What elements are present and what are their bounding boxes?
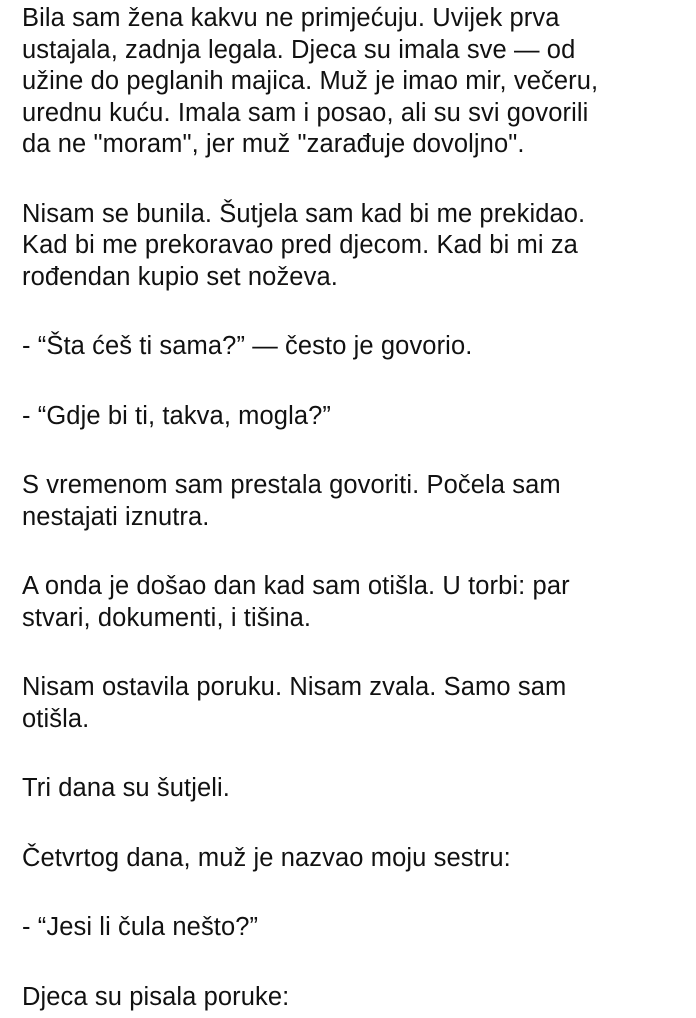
text-line: užine do peglanih majica. Muž je imao mir, večeru, [22,67,599,95]
text-line: S vremenom sam prestala govoriti. Počela sam [22,471,561,499]
paragraph [22,401,682,433]
paragraph [22,672,682,735]
paragraph-gap [22,735,682,773]
paragraph [22,331,682,363]
paragraph [22,982,682,1014]
paragraph-gap [22,805,682,843]
paragraph-gap [22,874,682,912]
text-line: Nisam ostavila poruku. Nisam zvala. Samo sam [22,673,567,701]
text-line: A onda je došao dan kad sam otišla. U torbi: par [22,572,570,600]
text-line: - “Jesi li čula nešto?” [22,913,259,941]
paragraph-gap [22,944,682,982]
text-line: Bila sam žena kakvu ne primjećuju. Uvijek prva [22,4,560,32]
text-line: rođendan kupio set noževa. [22,262,338,291]
text-line: otišla. [22,704,90,733]
text-line: Djeca su pisala poruke: [22,982,290,1011]
text-line: Nisam se bunila. Šutjela sam kad bi me prekidao. [22,199,586,228]
text-line: - “Šta ćeš ti sama?” — često je govorio. [22,332,473,360]
paragraph-gap [22,161,682,199]
paragraph [22,843,682,875]
paragraph-gap [22,432,682,470]
paragraph [22,470,682,533]
paragraph [22,571,682,634]
text-line: Tri dana su šutjeli. [22,774,230,802]
text-line: - “Gdje bi ti, takva, mogla?” [22,401,332,430]
text-line: ustajala, zadnja legala. Djeca su imala sve — od [22,35,576,64]
paragraph [22,199,682,294]
text-line: da ne "moram", jer muž "zarađuje dovoljno". [22,130,525,158]
paragraph-gap [22,634,682,672]
text-line: stvari, dokumenti, i tišina. [22,603,312,632]
paragraph-gap [22,363,682,401]
text-line: Kad bi me prekoravao pred djecom. Kad bi mi za [22,231,578,259]
story-text [22,0,682,1013]
paragraph [22,773,682,805]
paragraph [22,0,682,161]
paragraph-gap [22,533,682,571]
text-line: urednu kuću. Imala sam i posao, ali su svi govorili [22,98,589,127]
paragraph [22,912,682,944]
text-line: Četvrtog dana, muž je nazvao moju sestru: [22,843,511,872]
paragraph-gap [22,293,682,331]
text-line: nestajati iznutra. [22,502,210,531]
